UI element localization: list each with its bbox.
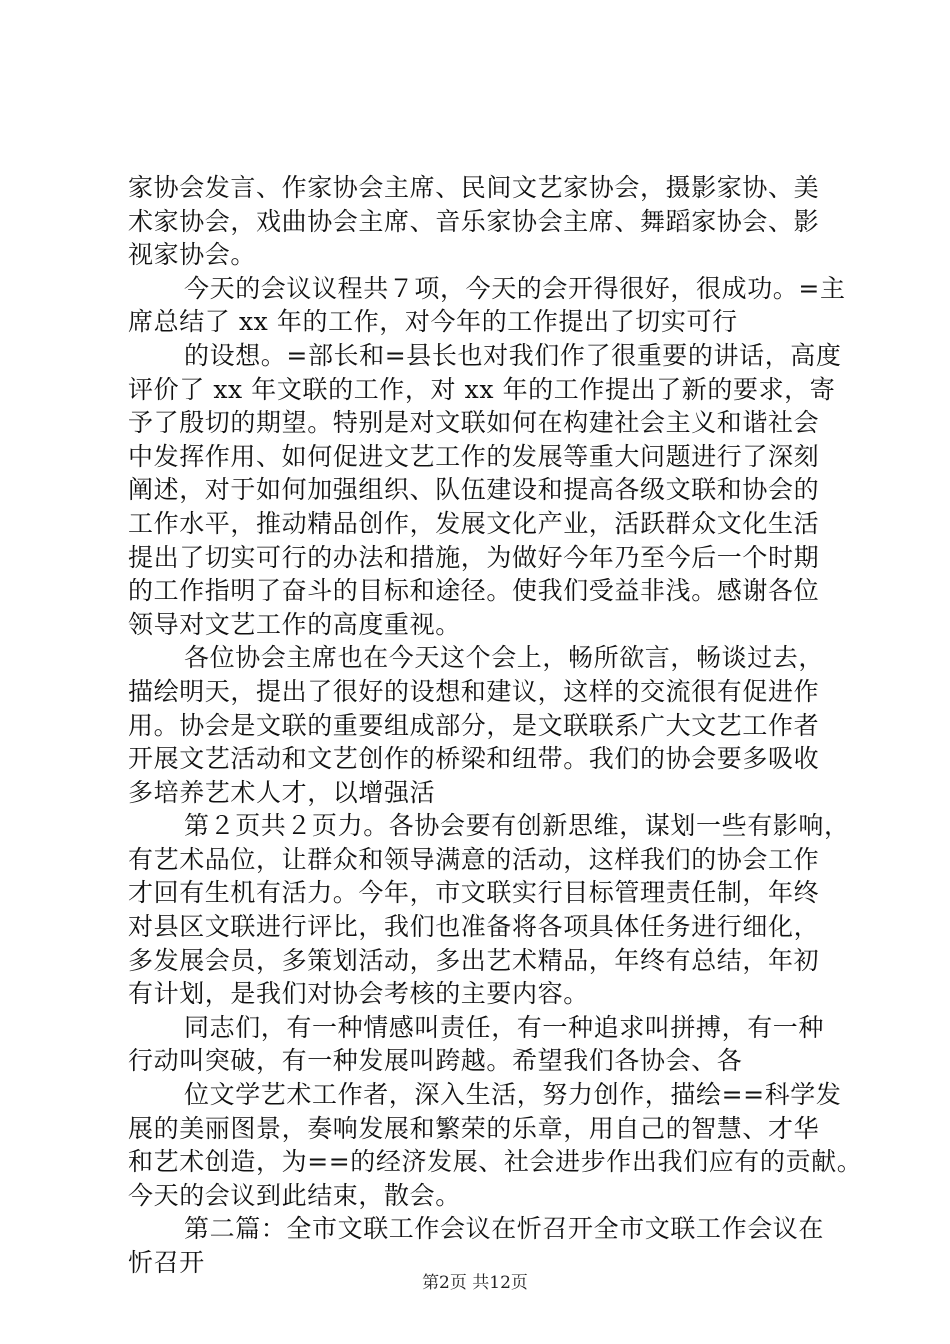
text-line: 用。协会是文联的重要组成部分，是文联联系广大文艺工作者 bbox=[128, 710, 820, 740]
text-line: 提出了切实可行的办法和措施，为做好今年乃至今后一个时期 bbox=[128, 542, 820, 572]
text-line: 第２页共２页力。各协会要有创新思维，谋划一些有影响， bbox=[184, 811, 850, 841]
page-footer: 第2页 共12页 bbox=[422, 1273, 528, 1293]
text-line: 和艺术创造，为==的经济发展、社会进步作出我们应有的贡献。 bbox=[128, 1147, 863, 1177]
text-line: 家协会发言、作家协会主席、民间文艺家协会，摄影家协、美 bbox=[128, 173, 820, 202]
text-line: 行动叫突破，有一种发展叫跨越。希望我们各协会、各 bbox=[128, 1046, 743, 1076]
text-line: 的设想。=部长和=县长也对我们作了很重要的讲话，高度 bbox=[184, 340, 842, 370]
text-line: 第二篇：全市文联工作会议在忻召开全市文联工作会议在 bbox=[184, 1214, 825, 1244]
text-line: 才回有生机有活力。今年，市文联实行目标管理责任制，年终 bbox=[128, 878, 820, 908]
text-line: 忻召开 bbox=[128, 1248, 205, 1277]
text-line: 工作水平，推动精品创作，发展文化产业，活跃群众文化生活 bbox=[128, 508, 820, 538]
text-line: 视家协会。 bbox=[128, 240, 257, 270]
text-line: 开展文艺活动和文艺创作的桥梁和纽带。我们的协会要多吸收 bbox=[128, 744, 820, 774]
text-line: 中发挥作用、如何促进文艺工作的发展等重大问题进行了深刻 bbox=[128, 441, 820, 471]
text-line: 评价了 xx 年文联的工作，对 xx 年的工作提出了新的要求，寄 bbox=[128, 374, 836, 404]
text-line: 席总结了 xx 年的工作，对今年的工作提出了切实可行 bbox=[128, 307, 738, 337]
text-line: 今天的会议到此结束，散会。 bbox=[128, 1180, 461, 1210]
text-line: 对县区文联进行评比，我们也准备将各项具体任务进行细化， bbox=[128, 912, 820, 942]
text-line: 描绘明天，提出了很好的设想和建议，这样的交流很有促进作 bbox=[128, 676, 820, 706]
text-line: 多培养艺术人才，以增强活 bbox=[128, 777, 436, 807]
text-line: 位文学艺术工作者，深入生活，努力创作，描绘==科学发 bbox=[184, 1080, 842, 1110]
text-line: 予了殷切的期望。特别是对文联如何在构建社会主义和谐社会 bbox=[128, 408, 820, 438]
text-line: 有计划，是我们对协会考核的主要内容。 bbox=[128, 979, 589, 1009]
text-line: 多发展会员，多策划活动，多出艺术精品，年终有总结，年初 bbox=[128, 945, 820, 975]
text-line: 同志们，有一种情感叫责任，有一种追求叫拼搏，有一种 bbox=[184, 1012, 825, 1042]
text-line: 术家协会，戏曲协会主席、音乐家协会主席、舞蹈家协会、影 bbox=[128, 206, 820, 236]
text-line: 阐述，对于如何加强组织、队伍建设和提高各级文联和协会的 bbox=[128, 475, 820, 505]
text-line: 展的美丽图景，奏响发展和繁荣的乐章，用自己的智慧、才华 bbox=[128, 1113, 820, 1143]
text-line: 今天的会议议程共７项，今天的会开得很好，很成功。=主 bbox=[184, 273, 846, 303]
text-line: 有艺术品位，让群众和领导满意的活动，这样我们的协会工作 bbox=[128, 844, 820, 874]
text-line: 各位协会主席也在今天这个会上，畅所欲言，畅谈过去， bbox=[184, 643, 825, 673]
text-line: 领导对文艺工作的高度重视。 bbox=[128, 609, 461, 639]
text-line: 的工作指明了奋斗的目标和途径。使我们受益非浅。感谢各位 bbox=[128, 576, 820, 606]
document-body bbox=[128, 171, 863, 1280]
